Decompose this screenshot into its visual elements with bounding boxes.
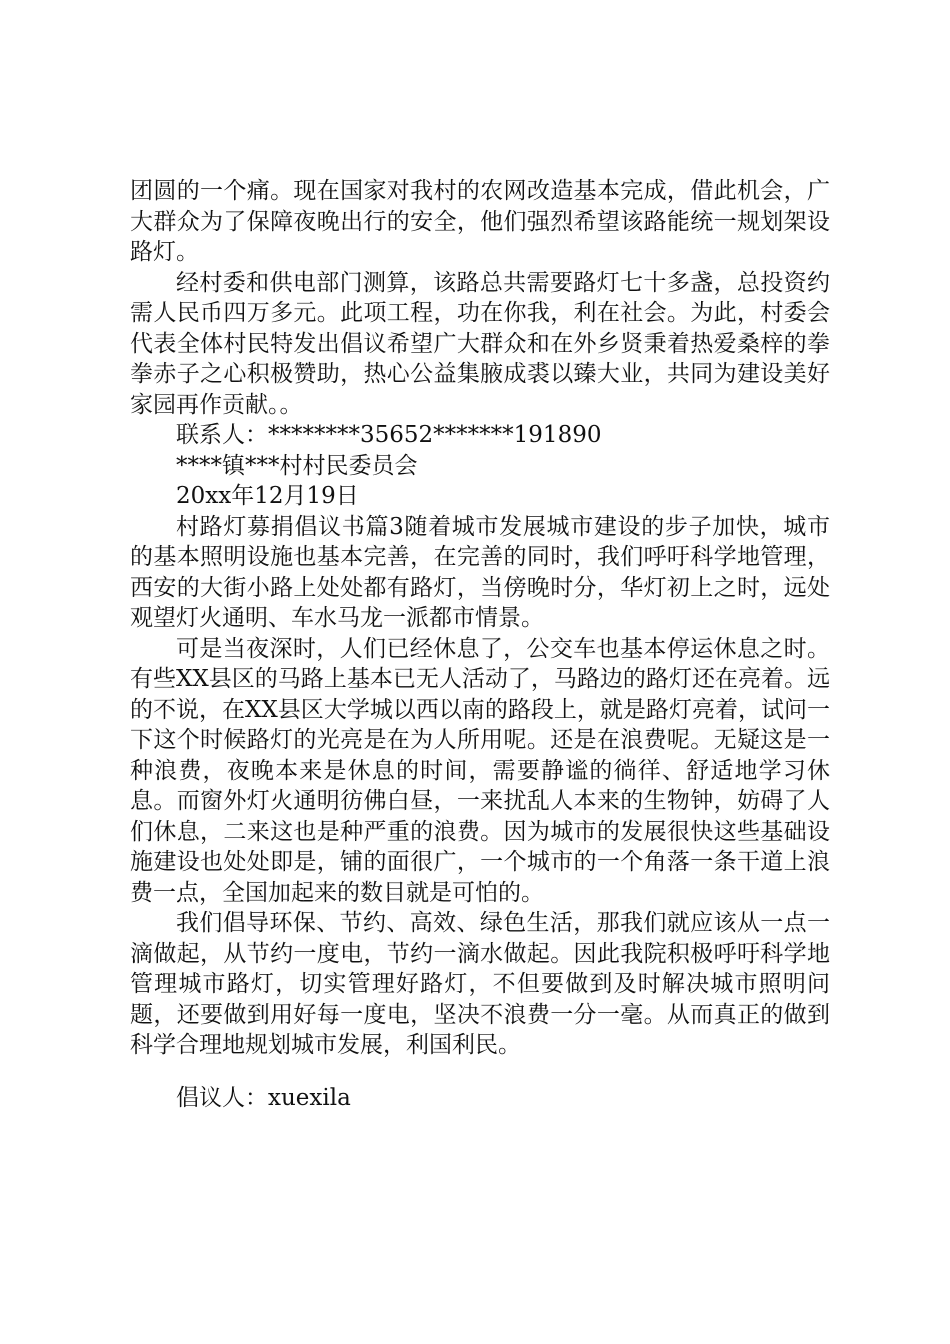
- paragraph-night-waste: 可是当夜深时，人们已经休息了，公交车也基本停运休息之时。有些XX县区的马路上基本已无人活动了，马路边的路灯还在亮着。远的不说，在XX县区大学城以西以南的路段上，就是路灯亮着，试问一下这个时候路灯的光亮是在为人所用呢。还是在浪费呢。无疑这是一种浪费，夜晚本来是休息的时间，需要静谧的徜徉、舒适地学习休息。而窗外灯火通明彷佛白昼，一来扰乱人本来的生物钟，妨碍了人们休息，二来这也是种严重的浪费。因为城市的发展很快这些基础设施建设也处处即是，铺的面很广，一个城市的一个角落一条干道上浪费一点，全国加起来的数目就是可怕的。: [130, 635, 830, 906]
- contact-line: 联系人：********35652*******191890: [176, 422, 602, 448]
- paragraph-budget: 经村委和供电部门测算，该路总共需要路灯七十多盏，总投资约需人民币四万多元。此项工程，功在你我，利在社会。为此，村委会代表全体村民特发出倡议希望广大群众和在外乡贤秉着热爱桑梓的拳拳赤子之心积极赞助，热心公益集腋成裘以臻大业，共同为建设美好家园再作贡献。。: [130, 269, 830, 418]
- paragraph-advocacy: 我们倡导环保、节约、高效、绿色生活，那我们就应该从一点一滴做起，从节约一度电，节约一滴水做起。因此我院积极呼吁科学地管理城市路灯，切实管理好路灯，不但要做到及时解决城市照明问题，还要做到用好每一度电，坚决不浪费一分一毫。从而真正的做到科学合理地规划城市发展，利国利民。: [130, 910, 830, 1058]
- document-date: 20xx年12月19日: [176, 483, 359, 509]
- document-body: [130, 176, 830, 1113]
- initiator-line: 倡议人：xuexila: [176, 1084, 351, 1111]
- paragraph-article-3: 村路灯募捐倡议书篇3随着城市发展城市建设的步子加快，城市的基本照明设施也基本完善，在完善的同时，我们呼吁科学地管理，西安的大街小路上处处都有路灯，当傍晚时分，华灯初上之时，远处观望灯火通明、车水马龙一派都市情景。: [130, 513, 830, 631]
- paragraph-continuation: 团圆的一个痛。现在国家对我村的农网改造基本完成，借此机会，广大群众为了保障夜晚出行的安全，他们强烈希望该路能统一规划架设路灯。: [130, 178, 830, 265]
- committee-name: ****镇***村村民委员会: [176, 452, 418, 479]
